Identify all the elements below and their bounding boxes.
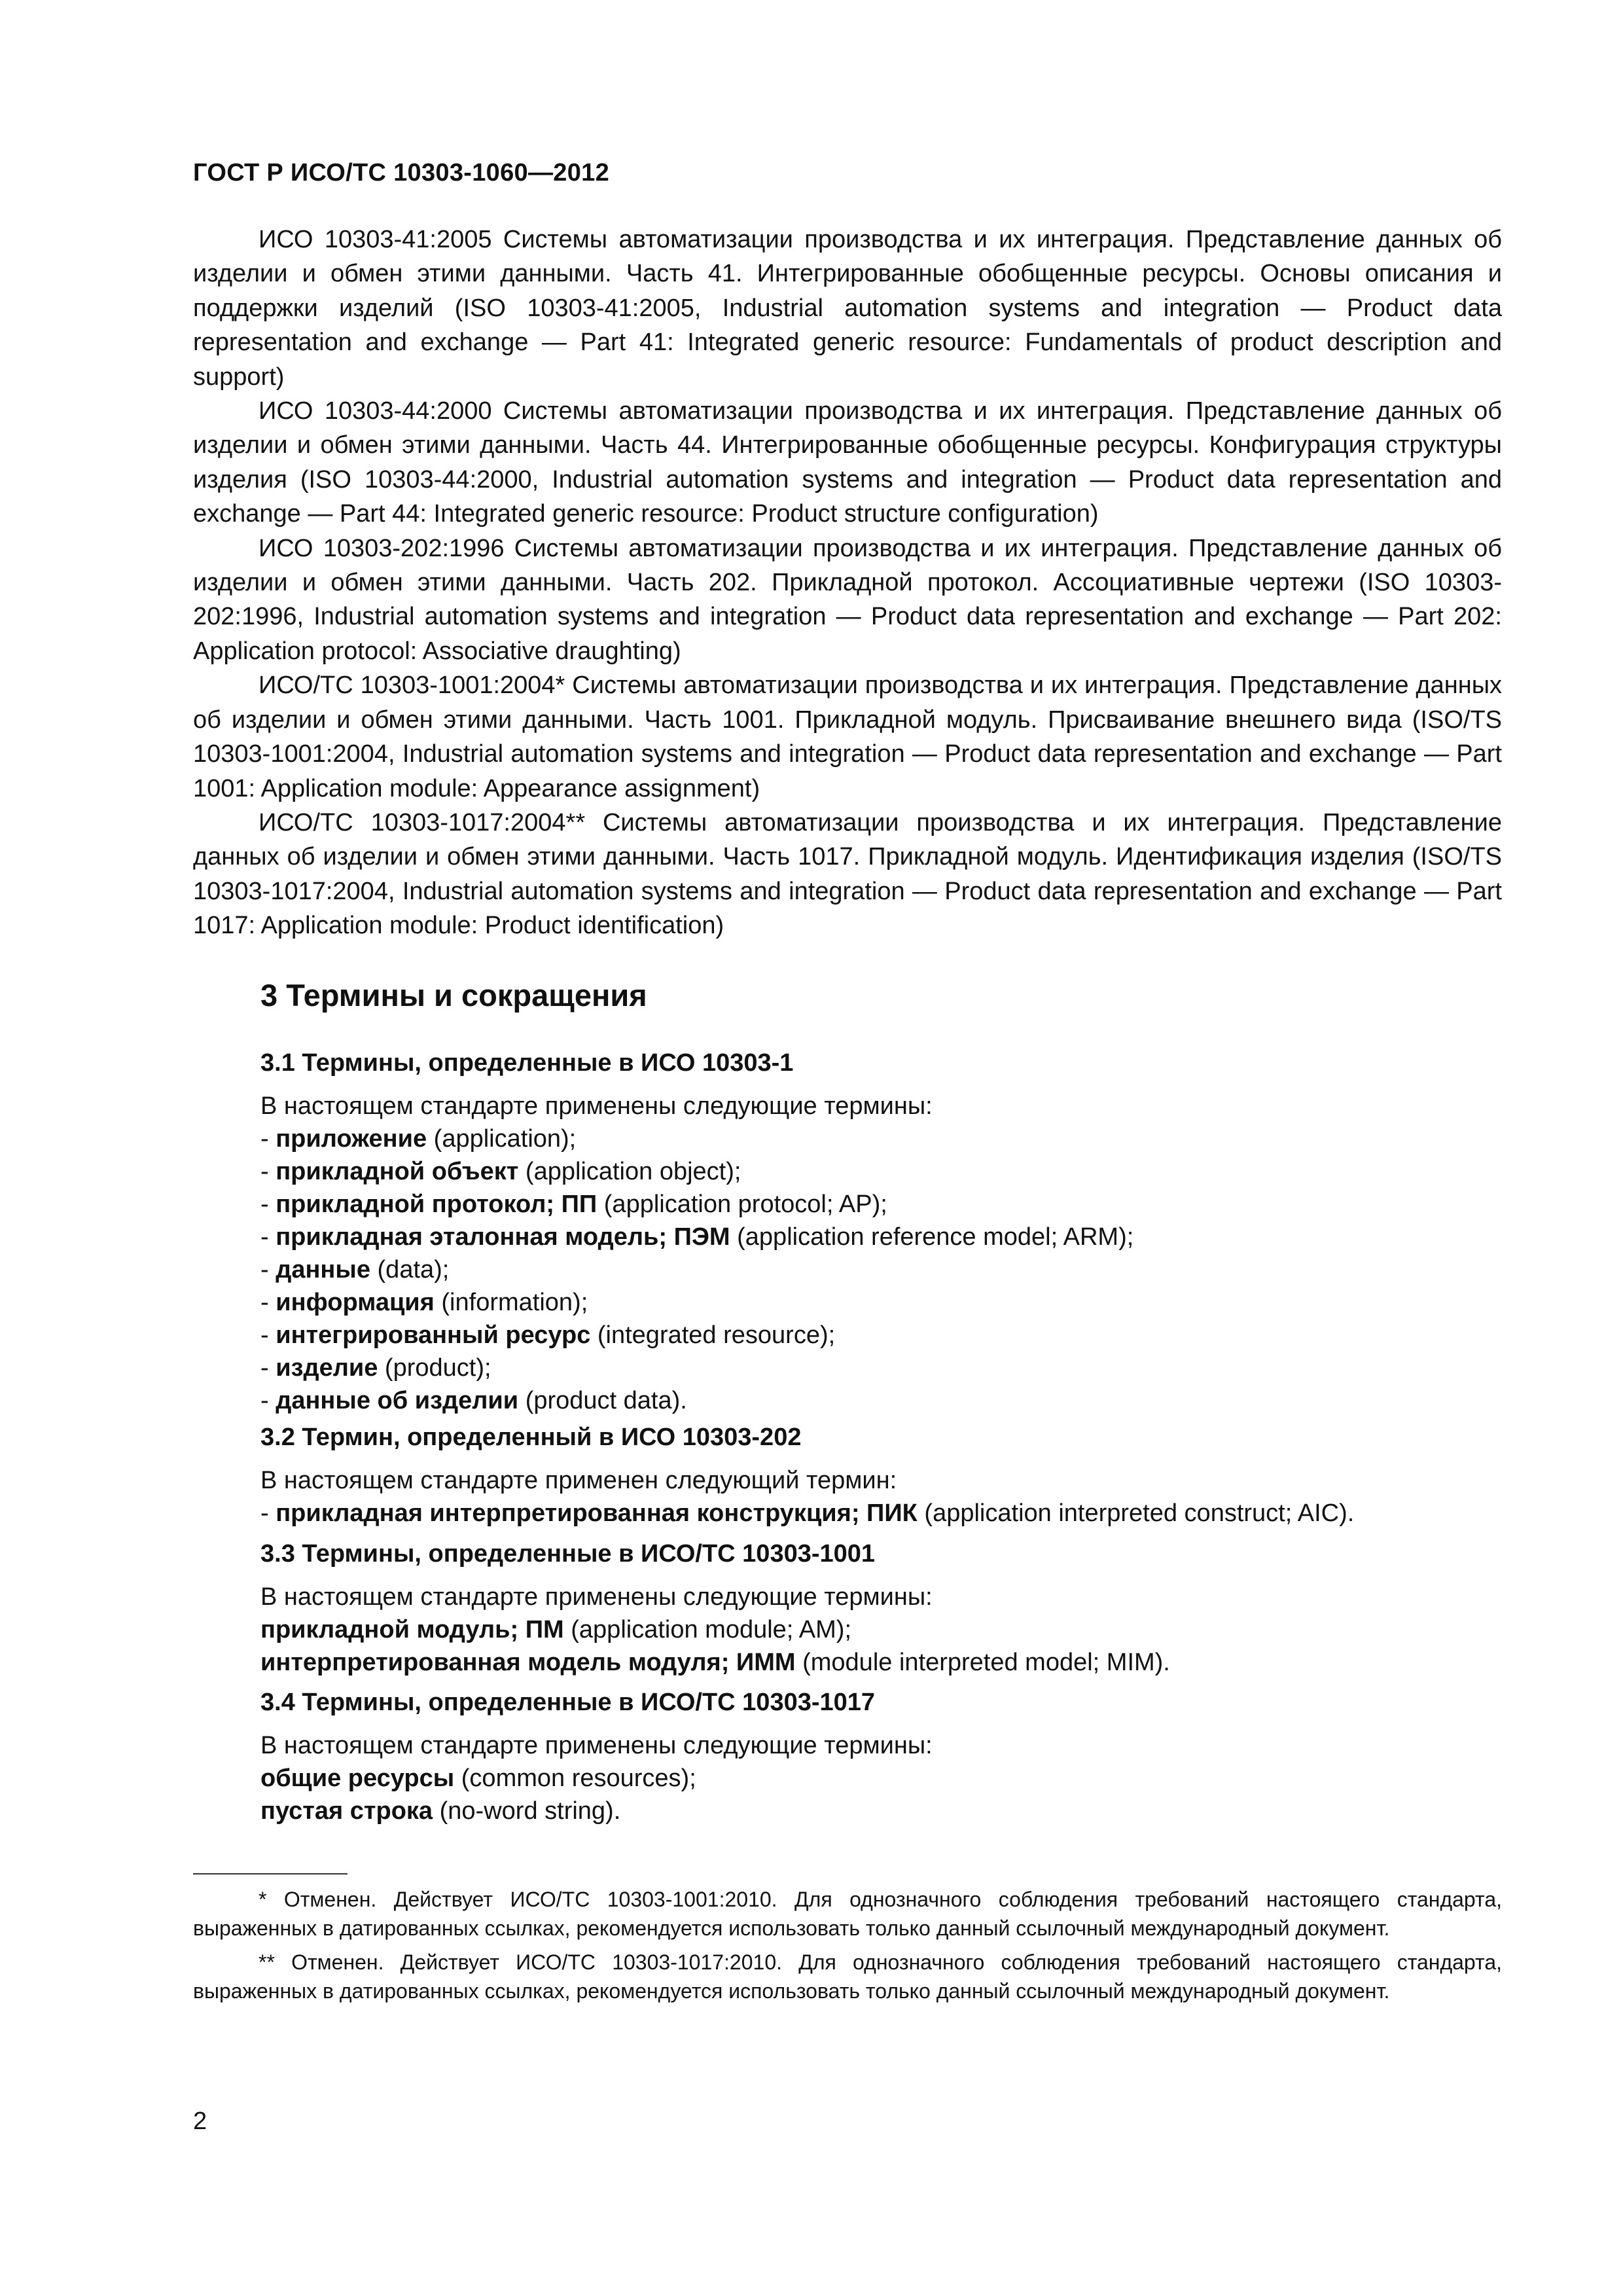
term-translation: (application protocol; AP); [597,1191,887,1218]
term-translation: (application module; AM); [563,1616,852,1643]
document-header: ГОСТ Р ИСО/ТС 10303-1060—2012 [193,159,609,187]
term-translation: (application object); [518,1158,741,1185]
normative-references [193,223,1502,943]
term-translation: (product); [378,1354,491,1382]
reference-item: ИСО 10303-41:2005 Системы автоматизации производства и их интеграция. Представление данных об изделии и обмен этими данными. Часть 41. Интегрированные обобщенные ресурсы. Основы описания и поддержки изделий (ISO 10303-41:2005, Industrial automation systems and integration — Product data representation and exchange — Part 41: Integrated generic resource: Fundamentals of product description and support) [193,226,1502,391]
term-item [260,1795,1504,1827]
list-dash: - [260,1191,276,1218]
term-translation: (product data). [518,1387,687,1414]
subsection-title-3-1: 3.1 Термины, определенные в ИСО 10303-1 [260,1049,794,1077]
footnote: ** Отменен. Действует ИСО/ТС 10303-1017:2010. Для однозначного соблюдения требований настоящего стандарта, выраженных в датированных ссылках, рекомендуется использовать только данный ссылочный международный документ. [193,1950,1502,2003]
term-item [260,1122,1504,1155]
term-item [260,1286,1504,1319]
list-dash: - [260,1158,276,1185]
subsection-title-3-3: 3.3 Термины, определенные в ИСО/ТС 10303-1001 [260,1540,876,1568]
subsection-title-3-4: 3.4 Термины, определенные в ИСО/ТС 10303-1017 [260,1689,876,1716]
list-dash: - [260,1354,276,1382]
reference-item: ИСО 10303-202:1996 Системы автоматизации производства и их интеграция. Представление данных об изделии и обмен этими данными. Часть 202. Прикладной протокол. Ассоциативные чертежи (ISO 10303-202:1996, Industrial automation systems and integration — Product data representation and exchange — Part 202: Application protocol: Associative draughting) [193,534,1502,665]
intro-text: В настоящем стандарте применены следующие термины: [260,1732,933,1759]
term-translation: (application interpreted construct; AIC). [917,1499,1355,1527]
term-item [260,1155,1504,1188]
term-item [260,1221,1504,1253]
term-name: прикладной протокол; ПП [276,1191,597,1218]
page-number: 2 [193,2108,207,2135]
term-translation: (application reference model; ARM); [730,1223,1134,1251]
intro-text: В настоящем стандарте применены следующие термины: [260,1092,933,1120]
term-translation: (module interpreted model; MIM). [795,1649,1170,1676]
term-item [260,1352,1504,1384]
term-translation: (common resources); [454,1765,696,1792]
term-item [260,1646,1504,1679]
subsection-body-3-1 [260,1090,1504,1417]
list-dash: - [260,1125,276,1153]
list-dash: - [260,1256,276,1283]
reference-item: ИСО 10303-44:2000 Системы автоматизации производства и их интеграция. Представление данных об изделии и обмен этими данными. Часть 44. Интегрированные обобщенные ресурсы. Конфигурация структуры изделия (ISO 10303-44:2000, Industrial automation systems and integration — Product data representation and exchange — Part 44: Integrated generic resource: Product structure configuration) [193,397,1502,528]
term-item [260,1188,1504,1221]
term-name: общие ресурсы [260,1765,455,1792]
term-item [260,1762,1504,1795]
reference-item: ИСО/ТС 10303-1001:2004* Системы автоматизации производства и их интеграция. Представление данных об изделии и обмен этими данными. Часть 1001. Прикладной модуль. Присваивание внешнего вида (ISO/TS 10303-1001:2004, Industrial automation systems and integration — Product data representation and exchange — Part 1001: Application module: Appearance assignment) [193,672,1502,802]
term-translation: (integrated resource); [590,1321,836,1349]
term-name: прикладной объект [276,1158,519,1185]
list-dash: - [260,1499,276,1527]
term-translation: (data); [370,1256,450,1283]
footnotes [193,1885,1502,2011]
subsection-body-3-4 [260,1729,1504,1827]
subsection-title-3-2: 3.2 Термин, определенный в ИСО 10303-202 [260,1424,802,1451]
subsection-body-3-2 [260,1464,1504,1530]
term-translation: (information); [434,1289,588,1316]
footnote-divider [193,1873,348,1874]
list-dash: - [260,1321,276,1349]
term-item [260,1384,1504,1417]
term-name: интегрированный ресурс [276,1321,591,1349]
term-item [260,1497,1504,1530]
term-item [260,1613,1504,1646]
term-name: изделие [276,1354,378,1382]
term-name: информация [276,1289,435,1316]
term-name: данные об изделии [276,1387,519,1414]
subsection-body-3-3 [260,1581,1504,1679]
list-dash: - [260,1223,276,1251]
term-name: прикладная эталонная модель; ПЭМ [276,1223,730,1251]
footnote: * Отменен. Действует ИСО/ТС 10303-1001:2010. Для однозначного соблюдения требований настоящего стандарта, выраженных в датированных ссылках, рекомендуется использовать только данный ссылочный международный документ. [193,1888,1502,1940]
section-title: 3 Термины и сокращения [260,978,647,1013]
reference-item: ИСО/ТС 10303-1017:2004** Системы автоматизации производства и их интеграция. Представление данных об изделии и обмен этими данными. Часть 1017. Прикладной модуль. Идентификация изделия (ISO/TS 10303-1017:2004, Industrial automation systems and integration — Product data representation and exchange — Part 1017: Application module: Product identification) [193,808,1502,940]
term-name: пустая строка [260,1797,433,1825]
term-name: интерпретированная модель модуля; ИММ [260,1649,796,1676]
intro-text: В настоящем стандарте применен следующий термин: [260,1467,897,1494]
term-name: прикладной модуль; ПМ [260,1616,564,1643]
intro-text: В настоящем стандарте применены следующие термины: [260,1583,933,1611]
term-name: приложение [276,1125,427,1153]
term-item [260,1253,1504,1286]
term-translation: (no-word string). [433,1797,621,1825]
list-dash: - [260,1289,276,1316]
term-name: прикладная интерпретированная конструкция; ПИК [276,1499,918,1527]
term-item [260,1319,1504,1352]
term-translation: (application); [427,1125,577,1153]
term-name: данные [276,1256,370,1283]
list-dash: - [260,1387,276,1414]
